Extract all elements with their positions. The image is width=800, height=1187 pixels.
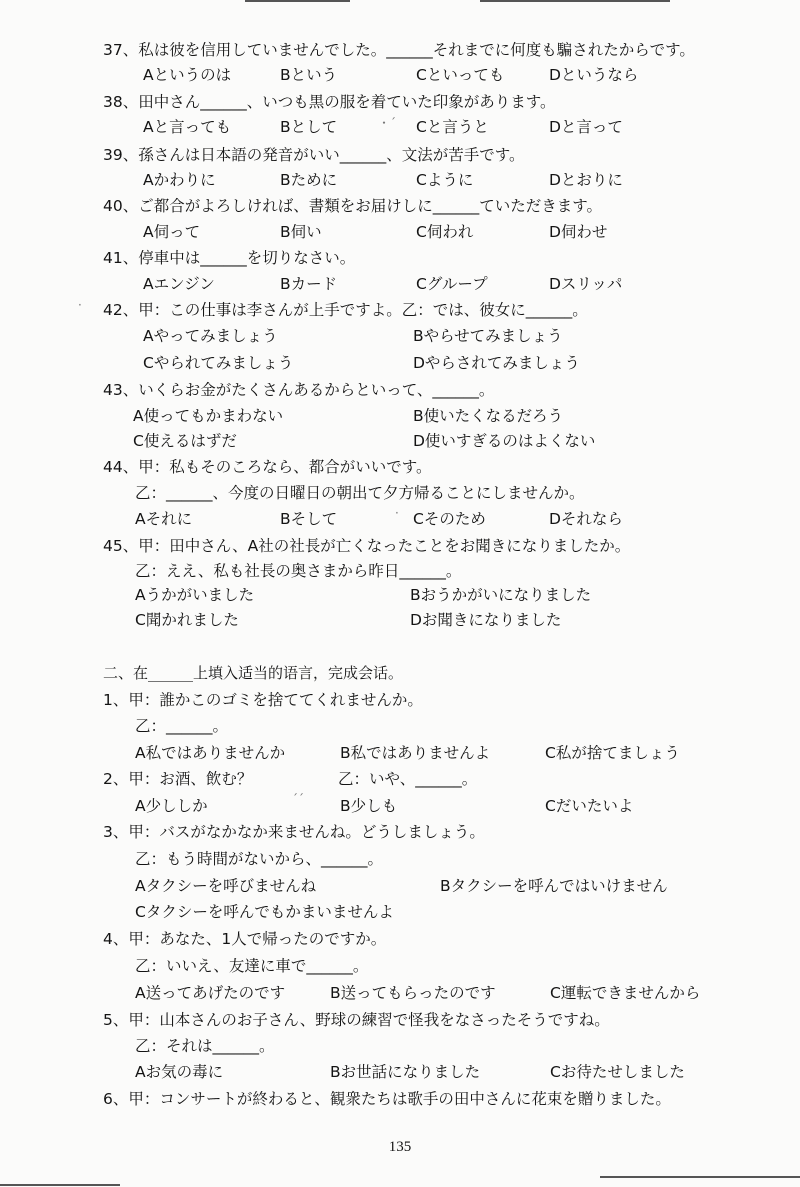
option: Cだいたいよ <box>545 797 634 815</box>
option: Cように <box>416 171 474 189</box>
question-38: 38、田中さん______、いつも黒の服を着ていた印象があります。 <box>103 93 556 111</box>
option: Aエンジン <box>143 275 215 293</box>
option: Cお待たせしました <box>550 1063 685 1081</box>
option: Aやってみましょう <box>143 327 278 345</box>
scan-speck: · <box>78 298 82 312</box>
question-45: 45、甲：田中さん、A社の社長が亡くなったことをお聞きになりましたか。 <box>103 537 631 555</box>
option: A使ってもかまわない <box>133 407 284 425</box>
option: Dとおりに <box>549 171 623 189</box>
option: B少しも <box>340 797 398 815</box>
option: Cタクシーを呼んでもかまいませんよ <box>135 903 394 921</box>
option: Bタクシーを呼んではいけません <box>440 877 668 895</box>
option: B私ではありませんよ <box>340 744 491 762</box>
page-number: 135 <box>388 1139 412 1155</box>
option: Dと言って <box>549 118 623 136</box>
option: Bカード <box>280 275 338 293</box>
option: B送ってもらったのです <box>330 984 496 1002</box>
option: A送ってあげたのです <box>135 984 286 1002</box>
option: Cそのため <box>413 510 486 528</box>
option: Aそれに <box>135 510 193 528</box>
option: C聞かれました <box>135 611 239 629</box>
option: Aというのは <box>143 66 232 84</box>
option: Bという <box>280 66 338 84</box>
scan-speck: · <box>395 506 399 520</box>
option: Aと言っても <box>143 118 232 136</box>
option: Bやらせてみましょう <box>413 327 563 345</box>
option: D使いすぎるのはよくない <box>413 432 596 450</box>
conversation-1-reply: 乙：______。 <box>135 717 229 735</box>
conversation-5-reply: 乙：それは______。 <box>135 1037 275 1055</box>
scan-speck: ・´ <box>378 116 397 130</box>
scan-edge-bottom <box>600 1176 800 1178</box>
option: B伺い <box>280 223 322 241</box>
option: Aお気の毒に <box>135 1063 224 1081</box>
option: Cグループ <box>416 275 488 293</box>
option: A私ではありませんか <box>135 744 286 762</box>
conversation-1: 1、甲：誰かこのゴミを捨ててくれませんか。 <box>103 691 423 709</box>
conversation-6: 6、甲：コンサートが終わると、観衆たちは歌手の田中さんに花束を贈りました。 <box>103 1090 671 1108</box>
option: A少ししか <box>135 797 208 815</box>
option: B使いたくなるだろう <box>413 407 564 425</box>
option: Cやられてみましょう <box>143 354 294 372</box>
conversation-2: 2、甲：お酒、飲む？ <box>103 770 253 788</box>
question-40: 40、ご都合がよろしければ、書類をお届けしに______ていただきます。 <box>103 197 602 215</box>
conversation-4: 4、甲：あなた、1人で帰ったのですか。 <box>103 930 387 948</box>
conversation-4-reply: 乙：いいえ、友達に車で______。 <box>135 957 369 975</box>
option: C使えるはずだ <box>133 432 237 450</box>
option: Dそれなら <box>549 510 623 528</box>
question-45-reply: 乙：ええ、私も社長の奥さまから昨日______。 <box>135 562 462 580</box>
section-2-heading: 二、在______上填入适当的语言，完成会话。 <box>103 664 404 682</box>
option: Bおうかがいになりました <box>410 586 592 604</box>
question-43: 43、いくらお金がたくさんあるからといって、______。 <box>103 381 495 399</box>
scan-edge-top <box>245 0 350 2</box>
option: Bために <box>280 171 338 189</box>
conversation-5: 5、甲：山本さんのお子さん、野球の練習で怪我をなさったそうですね。 <box>103 1011 610 1029</box>
question-37: 37、私は彼を信用していませんでした。______それまでに何度も騙されたからです。 <box>103 41 695 59</box>
scan-speck: ´´ <box>292 792 304 806</box>
option: Cといっても <box>416 66 505 84</box>
option: Dお聞きになりました <box>410 611 562 629</box>
question-42: 42、甲：この仕事は李さんが上手ですよ。乙：では、彼女に______。 <box>103 301 588 319</box>
option: Aうかがいました <box>135 586 255 604</box>
option: Dというなら <box>549 66 639 84</box>
conversation-2-reply: 乙：いや、______。 <box>338 770 478 788</box>
option: Cと言うと <box>416 118 489 136</box>
scan-edge-top <box>480 0 670 2</box>
conversation-3-reply: 乙：もう時間がないから、______。 <box>135 850 384 868</box>
question-41: 41、停車中は______を切りなさい。 <box>103 249 356 267</box>
option: C私が捨てましょう <box>545 744 680 762</box>
option: Bお世話になりました <box>330 1063 481 1081</box>
question-44: 44、甲：私もそのころなら、都合がいいです。 <box>103 458 432 476</box>
option: Dスリッパ <box>549 275 623 293</box>
conversation-3: 3、甲：バスがなかなか来ませんね。どうしましょう。 <box>103 823 485 841</box>
option: Aタクシーを呼びませんね <box>135 877 317 895</box>
option: Dやらされてみましょう <box>413 354 580 372</box>
option: Aかわりに <box>143 171 216 189</box>
option: D伺わせ <box>549 223 608 241</box>
option: Bそして <box>280 510 338 528</box>
question-39: 39、孫さんは日本語の発音がいい______、文法が苦手です。 <box>103 146 525 164</box>
option: A伺って <box>143 223 201 241</box>
option: Bとして <box>280 118 338 136</box>
option: C伺われ <box>416 223 474 241</box>
scan-edge-bottom <box>0 1184 120 1186</box>
option: C運転できませんから <box>550 984 701 1002</box>
question-44-reply: 乙：______、今度の日曜日の朝出て夕方帰ることにしませんか。 <box>135 484 585 502</box>
